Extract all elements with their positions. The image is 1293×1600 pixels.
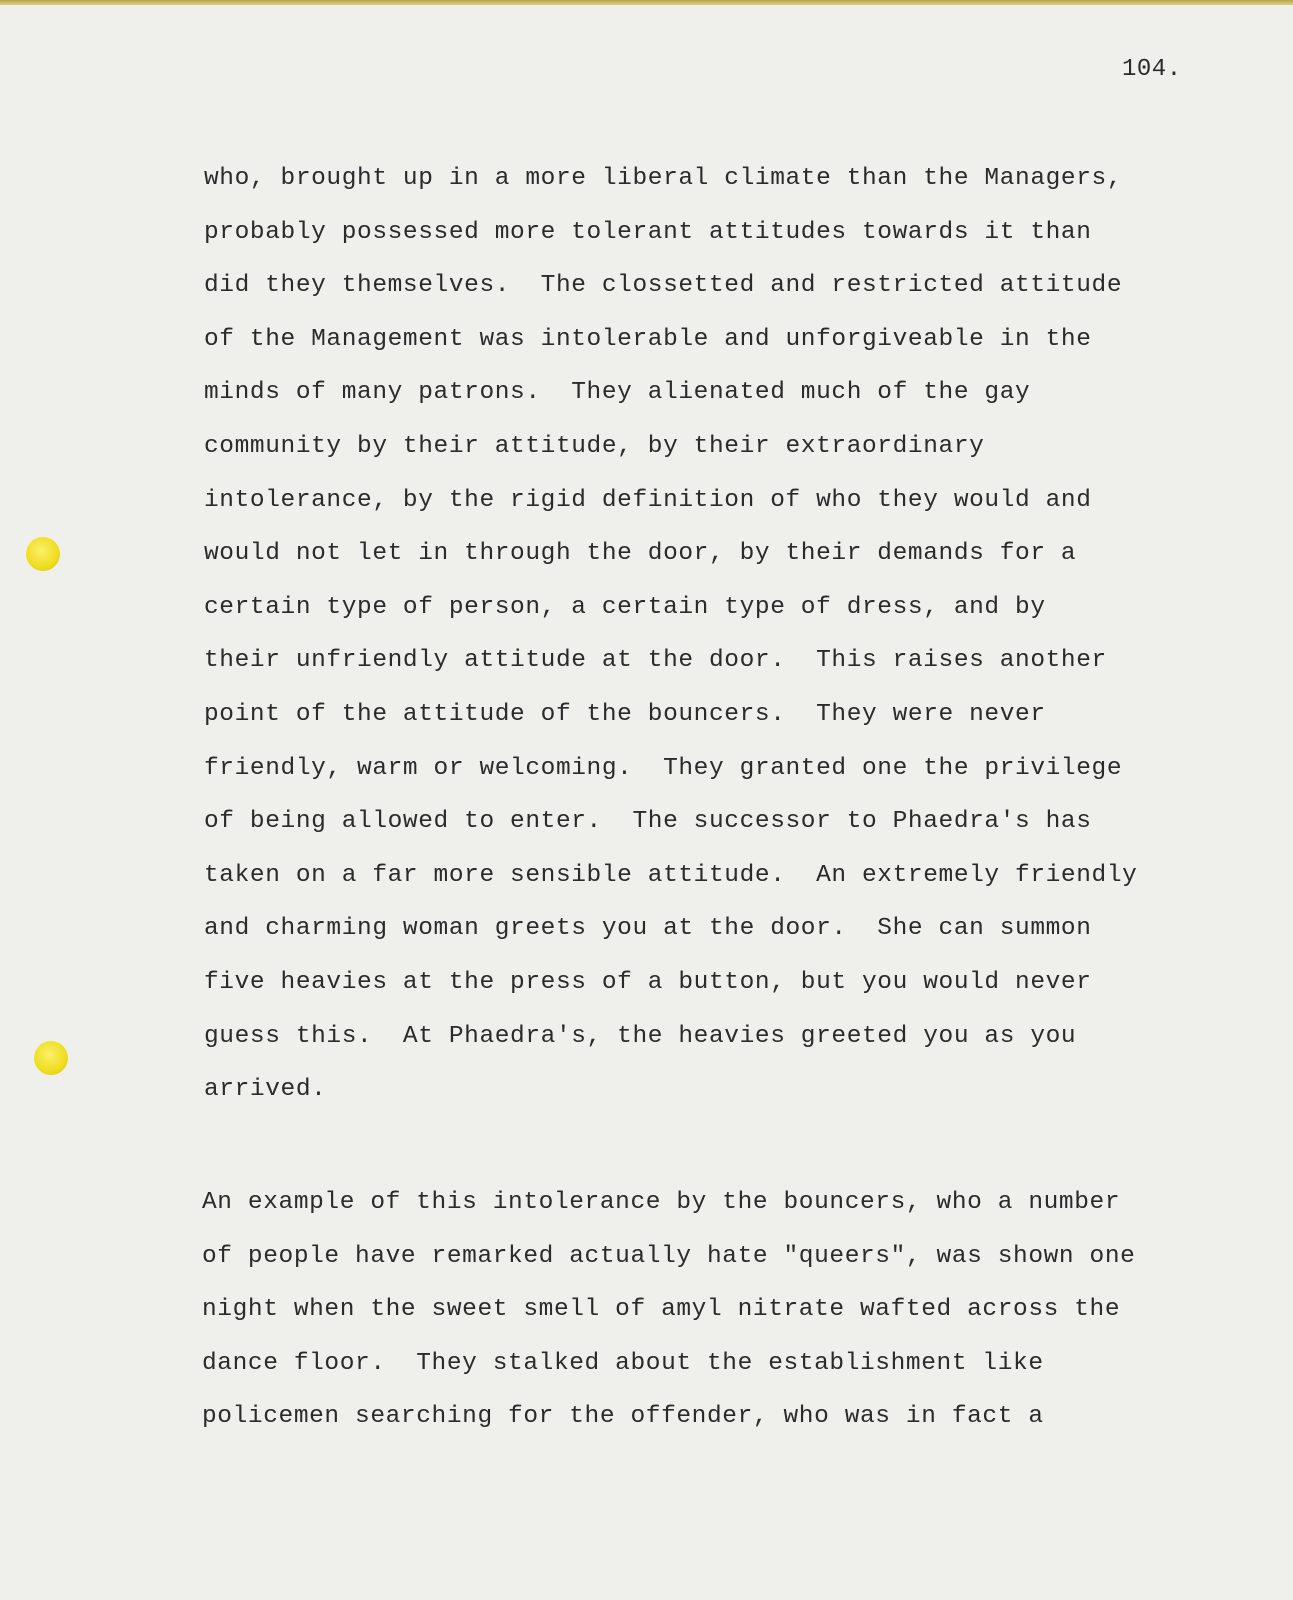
text-line: of people have remarked actually hate "queers", was shown one <box>202 1242 1136 1270</box>
text-line: guess this. At Phaedra's, the heavies greeted you as you <box>204 1022 1077 1050</box>
binder-hole-lower <box>34 1041 68 1075</box>
text-line: and charming woman greets you at the door. She can summon <box>204 915 1092 943</box>
page-top-edge <box>0 0 1293 5</box>
text-line: minds of many patrons. They alienated much of the gay <box>204 379 1031 407</box>
text-line: of the Management was intolerable and unforgiveable in the <box>204 325 1092 353</box>
text-line: policemen searching for the offender, who was in fact a <box>202 1403 1044 1431</box>
text-line: community by their attitude, by their extraordinary <box>204 432 985 460</box>
text-line: probably possessed more tolerant attitudes towards it than <box>204 218 1092 246</box>
text-line: certain type of person, a certain type of dress, and by <box>204 593 1046 621</box>
text-line: would not let in through the door, by their demands for a <box>204 540 1077 568</box>
page-number: 104. <box>1122 56 1182 83</box>
text-line: night when the sweet smell of amyl nitrate wafted across the <box>202 1296 1121 1324</box>
text-line: intolerance, by the rigid definition of who they would and <box>204 486 1092 514</box>
text-line: dance floor. They stalked about the establishment like <box>202 1349 1044 1377</box>
paragraph-1 <box>204 152 1137 1117</box>
paragraph-2 <box>202 1176 1135 1444</box>
text-line: An example of this intolerance by the bouncers, who a number <box>202 1189 1121 1216</box>
text-line: point of the attitude of the bouncers. They were never <box>204 700 1046 728</box>
text-line: did they themselves. The clossetted and restricted attitude <box>204 272 1123 300</box>
text-line: who, brought up in a more liberal climate than the Managers, <box>204 165 1123 192</box>
text-line: of being allowed to enter. The successor to Phaedra's has <box>204 808 1092 836</box>
text-line: arrived. <box>204 1076 327 1104</box>
binder-hole-upper <box>26 537 60 571</box>
text-line: their unfriendly attitude at the door. This raises another <box>204 647 1107 675</box>
text-line: friendly, warm or welcoming. They granted one the privilege <box>204 754 1123 782</box>
text-line: five heavies at the press of a button, but you would never <box>204 968 1092 996</box>
text-line: taken on a far more sensible attitude. An extremely friendly <box>204 861 1138 889</box>
